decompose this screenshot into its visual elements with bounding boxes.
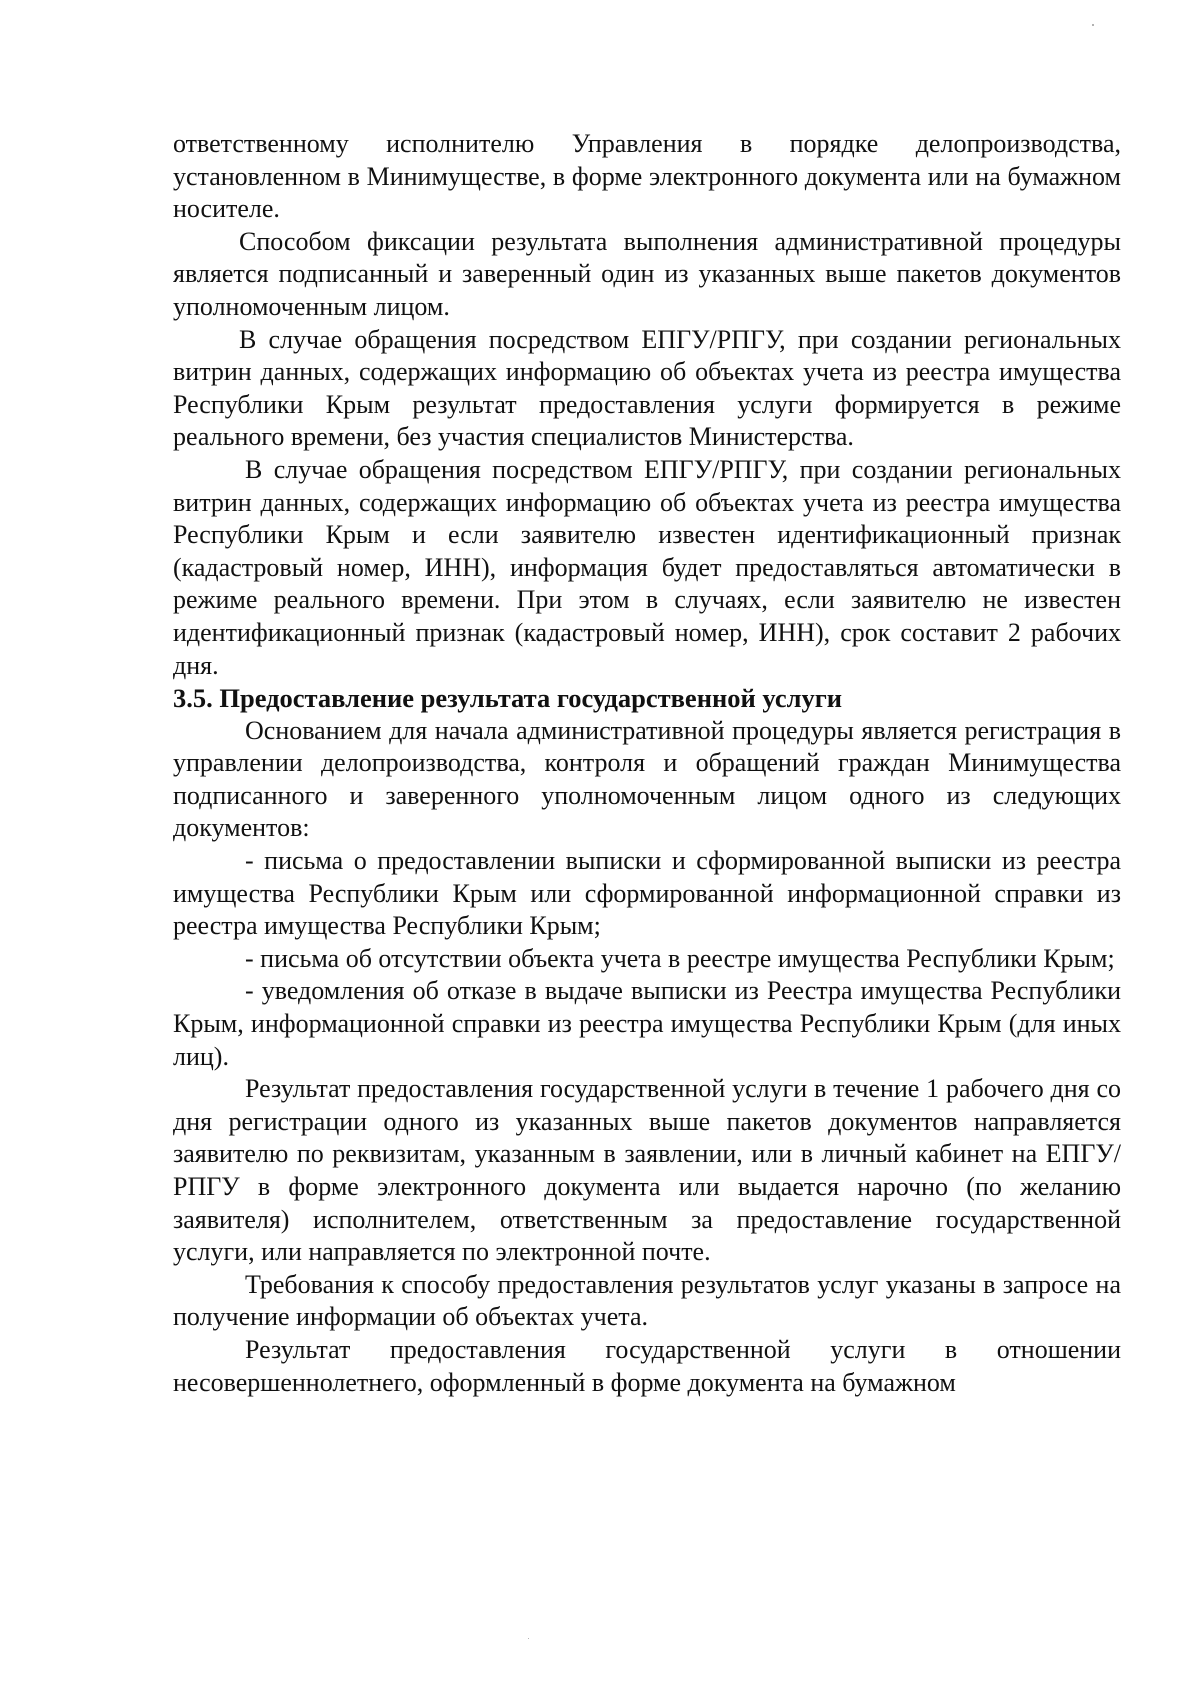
paragraph-epgu-case-2: В случае обращения посредством ЕПГУ/РПГУ, при создании региональных витрин данных, содержащих информацию об объектах учета из реестра имущества Республики Крым и если заявителю известен идентификационный признак (кадастровый номер, ИНН), информация будет предоставляться автоматически в режиме реального времени. При этом в случаях, если заявителю не известен идентификационный признак (кадастровый номер, ИНН), срок составит 2 рабочих дня.: [173, 454, 1121, 680]
paragraph-fixation-method: Способом фиксации результата выполнения административной процедуры является подписанный и заверенный один из указанных выше пакетов документов уполномоченным лицом.: [173, 226, 1121, 321]
scan-speck: [528, 1638, 529, 1639]
section-heading: 3.5. Предоставление результата государственной услуги: [173, 683, 842, 714]
document-page: [173, 128, 1121, 1399]
list-item-letter-absence: - письма об отсутствии объекта учета в реестре имущества Республики Крым;: [245, 943, 1115, 973]
list-item-refusal-notice: - уведомления об отказе в выдаче выписки из Реестра имущества Республики Крым, информационной справки из реестра имущества Республики Крым (для иных лиц).: [173, 976, 1121, 1071]
paragraph-minor-result: Результат предоставления государственной услуги в отношении несовершеннолетнего, оформленный в форме документа на бумажном: [173, 1334, 1121, 1397]
paragraph-result-delivery: Результат предоставления государственной услуги в течение 1 рабочего дня со дня регистрации одного из указанных выше пакетов документов направляется заявителю по реквизитам, указанным в заявлении, или в личный кабинет на ЕПГУ/РПГУ в форме электронного документа или выдается нарочно (по желанию заявителя) исполнителем, ответственным за предоставление государственной услуги, или направляется по электронной почте.: [173, 1074, 1121, 1267]
paragraph-requirements: Требования к способу предоставления результатов услуг указаны в запросе на получение информации об объектах учета.: [173, 1269, 1121, 1332]
scan-speck: [1092, 24, 1094, 26]
paragraph-grounds: Основанием для начала административной процедуры является регистрация в управлении делопроизводства, контроля и обращений граждан Минимущества подписанного и заверенного уполномоченным лицом одного из следующих документов:: [173, 715, 1121, 843]
paragraph-continuation: ответственному исполнителю Управления в порядке делопроизводства, установленном в Минимуществе, в форме электронного документа или на бумажном носителе.: [173, 129, 1121, 224]
list-item-letter-extract: - письма о предоставлении выписки и сформированной выписки из реестра имущества Республики Крым или сформированной информационной справки из реестра имущества Республики Крым;: [173, 846, 1121, 941]
paragraph-epgu-case-1: В случае обращения посредством ЕПГУ/РПГУ, при создании региональных витрин данных, содержащих информацию об объектах учета из реестра имущества Республики Крым результат предоставления услуги формируется в режиме реального времени, без участия специалистов Министерства.: [173, 324, 1121, 452]
